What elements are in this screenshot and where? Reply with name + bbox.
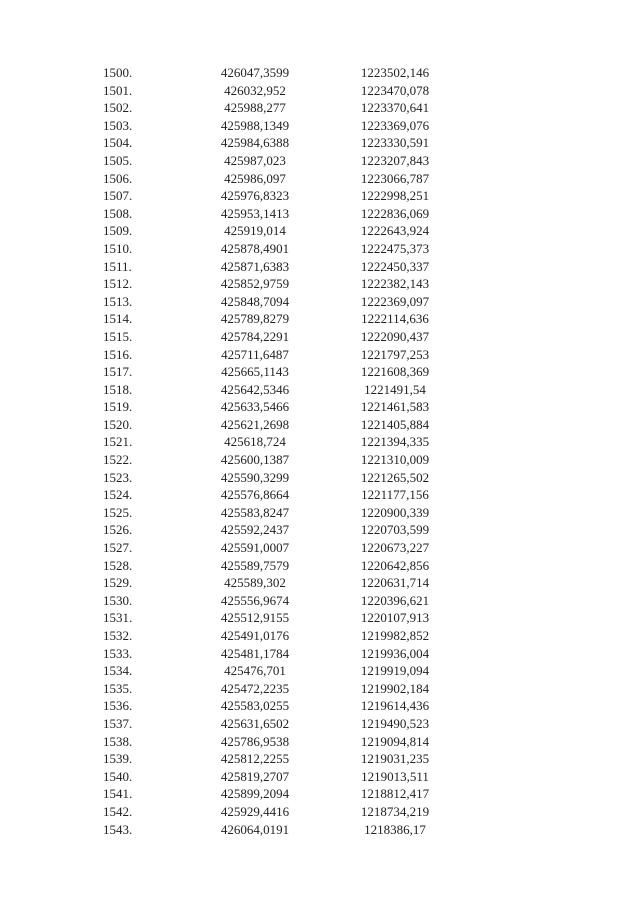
table-row — [100, 64, 460, 82]
x-coordinate: 425583,8247 — [220, 504, 290, 520]
table-row — [100, 240, 460, 258]
table-row — [100, 205, 460, 223]
table-row — [100, 134, 460, 152]
point-number: 1516. — [103, 346, 133, 362]
x-coordinate: 425512,9155 — [220, 610, 290, 626]
y-coordinate: 1222643,924 — [360, 223, 430, 239]
point-number: 1515. — [103, 328, 133, 344]
point-number: 1506. — [103, 170, 133, 186]
y-coordinate: 1219614,436 — [360, 698, 430, 714]
table-row — [100, 82, 460, 100]
x-coordinate: 425819,2707 — [220, 768, 290, 784]
x-coordinate: 425590,3299 — [220, 469, 290, 485]
point-number: 1524. — [103, 487, 133, 503]
x-coordinate: 425988,277 — [224, 100, 286, 116]
table-row — [100, 99, 460, 117]
point-number: 1538. — [103, 733, 133, 749]
coordinate-table — [100, 64, 460, 838]
point-number: 1540. — [103, 768, 133, 784]
y-coordinate: 1219982,852 — [360, 628, 430, 643]
table-row — [100, 258, 460, 276]
y-coordinate: 1220107,913 — [360, 610, 430, 626]
point-number: 1520. — [103, 416, 133, 432]
point-number: 1523. — [103, 469, 133, 485]
y-coordinate: 1219031,235 — [360, 751, 430, 767]
y-coordinate: 1223066,787 — [360, 170, 430, 186]
point-number: 1529. — [103, 575, 133, 591]
x-coordinate: 425631,6502 — [220, 715, 290, 731]
table-row — [100, 785, 460, 803]
x-coordinate: 425784,2291 — [220, 328, 290, 344]
point-number: 1502. — [103, 100, 133, 116]
table-row — [100, 275, 460, 293]
y-coordinate: 1218386,17 — [364, 821, 426, 837]
table-row — [100, 821, 460, 839]
point-number: 1526. — [103, 522, 133, 538]
point-number: 1536. — [103, 698, 133, 714]
x-coordinate: 425812,2255 — [220, 751, 290, 767]
y-coordinate: 1219902,184 — [360, 680, 430, 696]
y-coordinate: 1222836,069 — [360, 205, 430, 221]
x-coordinate: 425600,1387 — [220, 452, 290, 468]
y-coordinate: 1221608,369 — [360, 364, 430, 380]
y-coordinate: 1223207,843 — [360, 152, 430, 168]
point-number: 1511. — [103, 258, 132, 274]
x-coordinate: 426032,952 — [224, 82, 286, 98]
point-number: 1505. — [103, 152, 133, 168]
table-row — [100, 750, 460, 768]
table-row — [100, 486, 460, 504]
y-coordinate: 1222369,097 — [360, 293, 430, 309]
x-coordinate: 425848,7094 — [220, 293, 290, 309]
y-coordinate: 1223470,078 — [360, 82, 430, 98]
table-row — [100, 557, 460, 575]
table-row — [100, 170, 460, 188]
x-coordinate: 425642,5346 — [220, 381, 290, 397]
table-row — [100, 328, 460, 346]
table-row — [100, 293, 460, 311]
point-number: 1512. — [103, 276, 133, 292]
table-row — [100, 803, 460, 821]
x-coordinate: 425665,1143 — [221, 364, 289, 380]
table-row — [100, 152, 460, 170]
table-row — [100, 469, 460, 487]
point-number: 1519. — [103, 399, 133, 415]
y-coordinate: 1221310,009 — [360, 452, 430, 468]
x-coordinate: 425481,1784 — [220, 645, 290, 661]
y-coordinate: 1222475,373 — [360, 240, 430, 256]
table-row — [100, 346, 460, 364]
y-coordinate: 1220642,856 — [360, 557, 430, 573]
point-number: 1501. — [103, 82, 133, 98]
table-row — [100, 433, 460, 451]
point-number: 1514. — [103, 311, 133, 327]
y-coordinate: 1223369,076 — [360, 117, 430, 133]
point-number: 1503. — [103, 117, 133, 133]
x-coordinate: 425633,5466 — [220, 399, 290, 415]
point-number: 1539. — [103, 751, 133, 767]
x-coordinate: 425592,2437 — [220, 522, 290, 538]
x-coordinate: 425988,1349 — [220, 117, 290, 133]
y-coordinate: 1222382,143 — [360, 276, 430, 292]
table-row — [100, 627, 460, 645]
y-coordinate: 1221461,583 — [360, 399, 430, 415]
table-row — [100, 733, 460, 751]
y-coordinate: 1219919,094 — [360, 663, 430, 679]
point-number: 1543. — [103, 821, 133, 837]
point-number: 1542. — [103, 803, 133, 819]
x-coordinate: 426047,3599 — [220, 65, 290, 80]
x-coordinate: 426064,0191 — [220, 821, 290, 837]
x-coordinate: 425589,302 — [224, 575, 286, 591]
point-number: 1517. — [103, 364, 133, 380]
x-coordinate: 425472,2235 — [220, 680, 290, 696]
table-row — [100, 363, 460, 381]
table-row — [100, 680, 460, 698]
y-coordinate: 1219490,523 — [360, 715, 430, 731]
x-coordinate: 425953,1413 — [220, 205, 290, 221]
y-coordinate: 1222450,337 — [360, 258, 430, 274]
point-number: 1535. — [103, 680, 133, 696]
point-number: 1508. — [103, 205, 133, 221]
x-coordinate: 425476,701 — [224, 663, 286, 679]
table-row — [100, 592, 460, 610]
y-coordinate: 1219013,511 — [361, 768, 429, 784]
y-coordinate: 1221177,156 — [361, 487, 429, 503]
y-coordinate: 1220703,599 — [360, 522, 430, 538]
table-row — [100, 521, 460, 539]
y-coordinate: 1221265,502 — [360, 469, 430, 485]
x-coordinate: 425556,9674 — [220, 592, 290, 608]
point-number: 1541. — [103, 786, 133, 802]
point-number: 1534. — [103, 663, 133, 679]
point-number: 1521. — [103, 434, 133, 450]
table-row — [100, 768, 460, 786]
x-coordinate: 425491,0176 — [220, 628, 290, 643]
point-number: 1527. — [103, 540, 133, 556]
point-number: 1528. — [103, 557, 133, 573]
point-number: 1531. — [103, 610, 133, 626]
y-coordinate: 1222998,251 — [360, 188, 430, 204]
x-coordinate: 425976,8323 — [220, 188, 290, 204]
y-coordinate: 1220673,227 — [360, 540, 430, 556]
x-coordinate: 425871,6383 — [220, 258, 290, 274]
point-number: 1504. — [103, 135, 133, 151]
table-row — [100, 504, 460, 522]
point-number: 1510. — [103, 240, 133, 256]
x-coordinate: 425899,2094 — [220, 786, 290, 802]
point-number: 1500. — [103, 65, 133, 80]
x-coordinate: 425852,9759 — [220, 276, 290, 292]
table-row — [100, 715, 460, 733]
x-coordinate: 425589,7579 — [220, 557, 290, 573]
y-coordinate: 1223370,641 — [360, 100, 430, 116]
x-coordinate: 425984,6388 — [220, 135, 290, 151]
x-coordinate: 425618,724 — [224, 434, 286, 450]
y-coordinate: 1221797,253 — [360, 346, 430, 362]
point-number: 1518. — [103, 381, 133, 397]
point-number: 1525. — [103, 504, 133, 520]
table-row — [100, 697, 460, 715]
table-row — [100, 222, 460, 240]
y-coordinate: 1218734,219 — [360, 803, 430, 819]
y-coordinate: 1218812,417 — [360, 786, 430, 802]
table-row — [100, 645, 460, 663]
x-coordinate: 425919,014 — [224, 223, 286, 239]
point-number: 1509. — [103, 223, 133, 239]
y-coordinate: 1223330,591 — [360, 135, 430, 151]
y-coordinate: 1222090,437 — [360, 328, 430, 344]
y-coordinate: 1220396,621 — [360, 592, 430, 608]
x-coordinate: 425576,8664 — [220, 487, 290, 503]
point-number: 1537. — [103, 715, 133, 731]
table-row — [100, 398, 460, 416]
table-row — [100, 310, 460, 328]
x-coordinate: 425878,4901 — [220, 240, 290, 256]
point-number: 1507. — [103, 188, 133, 204]
x-coordinate: 425621,2698 — [220, 416, 290, 432]
y-coordinate: 1220631,714 — [360, 575, 430, 591]
y-coordinate: 1221405,884 — [360, 416, 430, 432]
table-row — [100, 117, 460, 135]
point-number: 1513. — [103, 293, 133, 309]
table-row — [100, 662, 460, 680]
table-row — [100, 381, 460, 399]
y-coordinate: 1221394,335 — [360, 434, 430, 450]
x-coordinate: 425789,8279 — [220, 311, 290, 327]
x-coordinate: 425786,9538 — [220, 733, 290, 749]
y-coordinate: 1220900,339 — [360, 504, 430, 520]
x-coordinate: 425591,0007 — [220, 540, 290, 556]
x-coordinate: 425986,097 — [224, 170, 286, 186]
x-coordinate: 425929,4416 — [220, 803, 290, 819]
point-number: 1533. — [103, 645, 133, 661]
table-row — [100, 609, 460, 627]
x-coordinate: 425987,023 — [224, 152, 286, 168]
table-row — [100, 539, 460, 557]
y-coordinate: 1219936,004 — [360, 645, 430, 661]
table-row — [100, 574, 460, 592]
table-row — [100, 416, 460, 434]
point-number: 1532. — [103, 628, 133, 643]
y-coordinate: 1219094,814 — [360, 733, 430, 749]
table-row — [100, 187, 460, 205]
y-coordinate: 1223502,146 — [360, 65, 430, 80]
point-number: 1522. — [103, 452, 133, 468]
table-row — [100, 451, 460, 469]
y-coordinate: 1221491,54 — [364, 381, 426, 397]
y-coordinate: 1222114,636 — [361, 311, 429, 327]
x-coordinate: 425583,0255 — [220, 698, 290, 714]
x-coordinate: 425711,6487 — [221, 346, 289, 362]
point-number: 1530. — [103, 592, 133, 608]
